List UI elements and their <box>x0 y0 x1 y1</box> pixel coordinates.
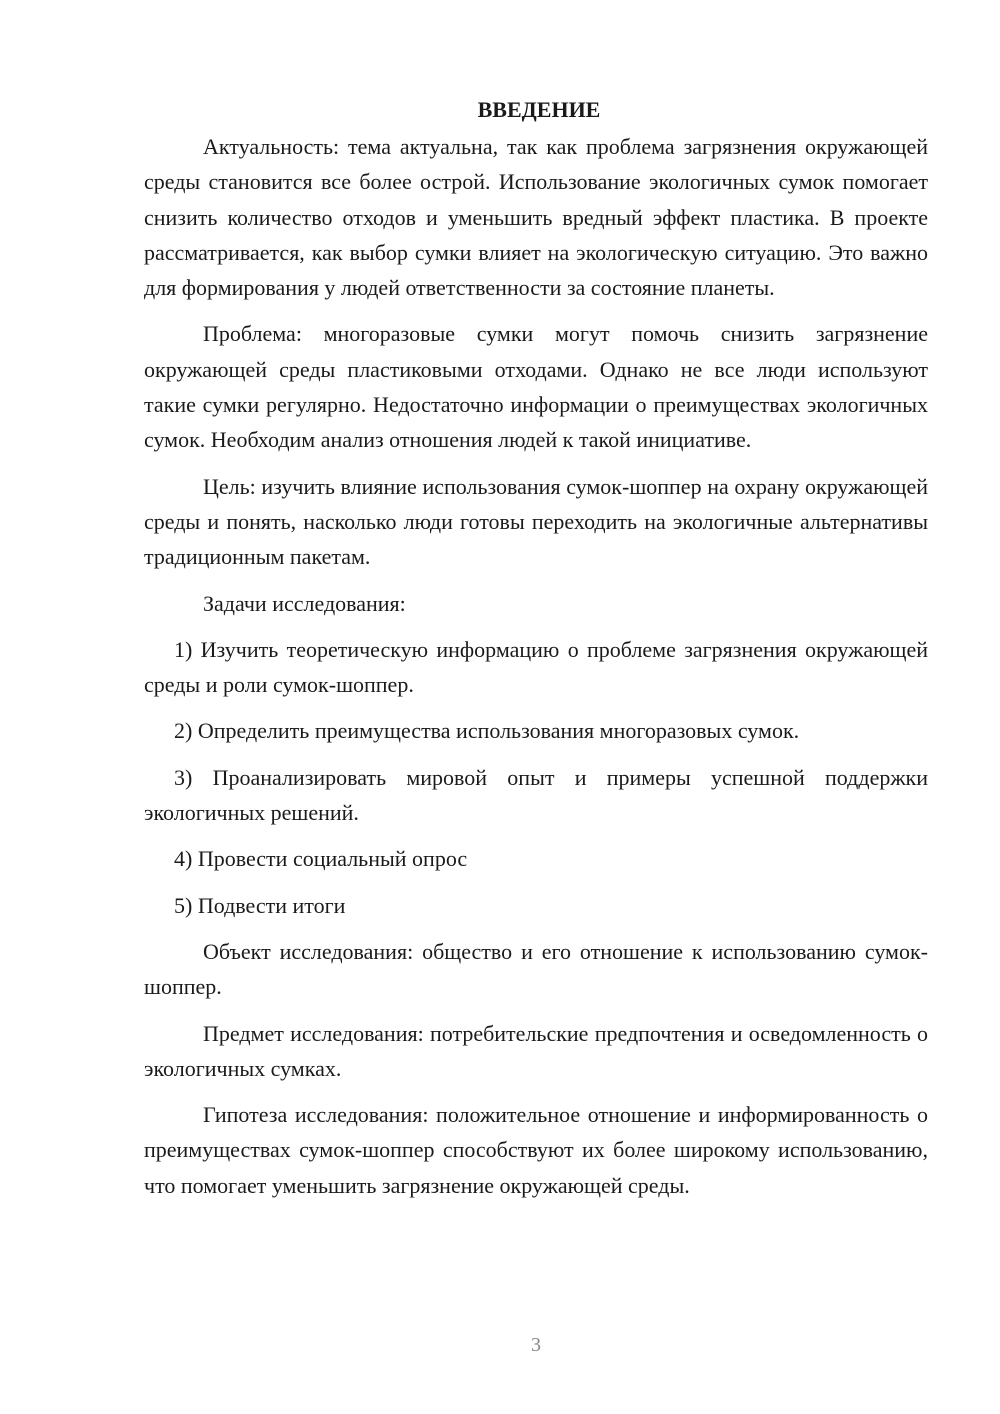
subject-paragraph: Предмет исследования: потребительские предпочтения и осведомленность о экологичных сумках. <box>144 1020 928 1081</box>
hypothesis-paragraph: Гипотеза исследования: положительное отношение и информированность о преимуществах сумок-шоппер способствуют их более широкому использованию, что помогает уменьшить загрязнение окружающей среды. <box>144 1102 928 1198</box>
relevance-paragraph: Актуальность: тема актуальна, так как проблема загрязнения окружающей среды становится все более острой. Использование экологичных сумок помогает снизить количество отходов и уменьшить вредный эффект пластика. В проекте рассматривается, как выбор сумки влияет на экологическую ситуацию. Это важно для формирования у людей ответственности за состояние планеты. <box>144 134 928 301</box>
page-number: 3 <box>531 1334 541 1356</box>
task-item-1: 1) Изучить теоретическую информацию о проблеме загрязнения окружающей среды и роли сумок-шоппер. <box>144 636 928 698</box>
task-item-5: 5) Подвести итоги <box>174 892 346 918</box>
problem-paragraph: Проблема: многоразовые сумки могут помочь снизить загрязнение окружающей среды пластиковыми отходами. Однако не все люди используют такие сумки регулярно. Недостаточно информации о преимуществах экологичных сумок. Необходим анализ отношения людей к такой инициативе. <box>144 321 928 453</box>
goal-paragraph: Цель: изучить влияние использования сумок-шоппер на охрану окружающей среды и понять, насколько люди готовы переходить на экологичные альтернативы традиционным пакетам. <box>144 473 928 570</box>
task-item-3: 3) Проанализировать мировой опыт и примеры успешной поддержки экологичных решений. <box>144 764 928 826</box>
task-item-2: 2) Определить преимущества использования многоразовых сумок. <box>174 718 800 744</box>
task-item-4: 4) Провести социальный опрос <box>174 846 468 872</box>
section-title: ВВЕДЕНИЕ <box>477 97 601 122</box>
object-paragraph: Объект исследования: общество и его отношение к использованию сумок-шоппер. <box>144 938 928 1000</box>
document-page <box>144 92 928 1214</box>
tasks-heading: Задачи исследования: <box>203 590 406 616</box>
